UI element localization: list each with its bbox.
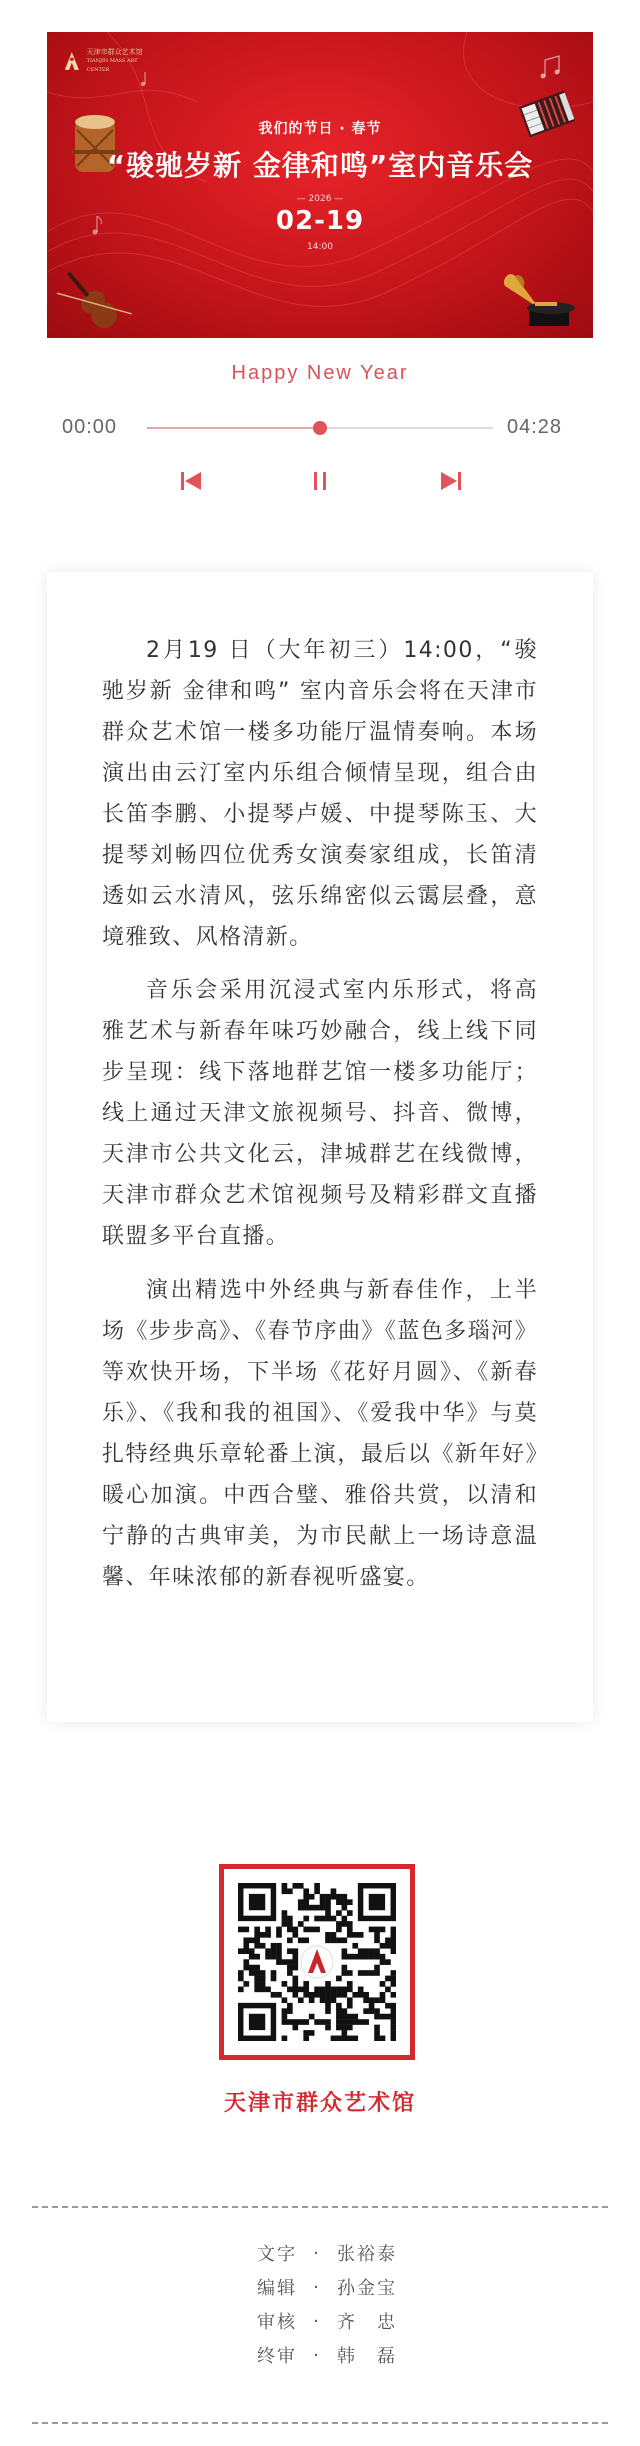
credit-row (0, 2304, 640, 2338)
credit-person: 齐 忠 (337, 2312, 397, 2333)
progress-fill (147, 427, 320, 429)
banner-logo-subtext: TIANJIN MASS ART CENTER (86, 57, 138, 73)
skip-previous-icon (179, 470, 203, 492)
credit-person: 孙金宝 (337, 2278, 397, 2299)
credit-row (0, 2236, 640, 2270)
banner-year: — 2026 — (296, 194, 344, 204)
audio-caption: Happy New Year (231, 362, 409, 384)
credit-role: 文字 (257, 2244, 297, 2265)
divider (32, 2206, 608, 2208)
skip-next-icon (439, 470, 463, 492)
next-button[interactable] (436, 468, 466, 494)
progress-knob[interactable] (313, 421, 327, 435)
credit-row (0, 2338, 640, 2372)
credit-person: 张裕泰 (337, 2244, 397, 2265)
violin-icon (53, 262, 133, 338)
credit-person: 韩 磊 (337, 2346, 397, 2367)
banner-time: 14:00 (307, 242, 333, 252)
art-center-logo-icon (63, 49, 81, 73)
qr-code-image (238, 1883, 396, 2041)
pause-button[interactable] (305, 468, 335, 494)
article-paragraph: 演出精选中外经典与新春佳作，上半场《步步高》、《春节序曲》《蓝色多瑙河》 等欢快开场，下半场《花好月圆》、《新春乐》、《我和我的祖国》、《爱我中华》与莫扎特经典乐章轮番上演，最后以《新年好》暖心加演。中西合璧、雅俗共赏，以清和宁静的古典审美，为市民献上一场诗意温馨、年味浓郁的新春视听盛宴。 (102, 1278, 538, 1590)
credit-row (0, 2270, 640, 2304)
qr-code[interactable] (219, 1864, 415, 2060)
article-card (47, 572, 593, 1722)
total-time: 04:28 (507, 416, 563, 438)
credit-role: 审核 (257, 2312, 297, 2333)
banner-title: “骏驰岁新 金律和鸣”室内音乐会 (106, 149, 534, 182)
organization-name: 天津市群众艺术馆 (223, 2091, 416, 2116)
gramophone-icon (495, 268, 585, 336)
music-note-icon (137, 68, 161, 92)
credit-separator: · (313, 2242, 321, 2264)
banner-logo-text: 天津市群众艺术馆 (86, 47, 143, 56)
current-time: 00:00 (62, 416, 118, 438)
previous-button[interactable] (176, 468, 206, 494)
credit-separator: · (313, 2310, 321, 2332)
credit-separator: · (313, 2276, 321, 2298)
music-note-icon (537, 54, 577, 84)
banner-date: 02-19 (275, 206, 365, 236)
article-paragraph: 2月19 日（大年初三）14:00，“骏驰岁新 金律和鸣” 室内音乐会将在天津市群众艺术馆一楼多功能厅温情奏响。本场演出由云汀室内乐组合倾情呈现，组合由长笛李鹏、小提琴卢媛、中提琴陈玉、大提琴刘畅四位优秀女演奏家组成，长笛清透如云水清风，弦乐绵密似云霭层叠，意境雅致、风格清新。 (102, 638, 538, 950)
divider (32, 2422, 608, 2424)
pause-icon (310, 470, 330, 492)
credit-separator: · (313, 2344, 321, 2366)
credit-role: 终审 (257, 2346, 297, 2367)
credit-role: 编辑 (257, 2278, 297, 2299)
event-banner (47, 32, 593, 338)
banner-kicker: 我们的节日 · 春节 (258, 121, 382, 137)
credits-list (0, 2236, 640, 2372)
article-paragraph: 音乐会采用沉浸式室内乐形式，将高雅艺术与新春年味巧妙融合，线上线下同步呈现：线下落地群艺馆一楼多功能厅；线上通过天津文旅视频号、抖音、微博，天津市公共文化云，津城群艺在线微博，天津市群众艺术馆视频号及精彩群文直播联盟多平台直播。 (102, 978, 538, 1249)
